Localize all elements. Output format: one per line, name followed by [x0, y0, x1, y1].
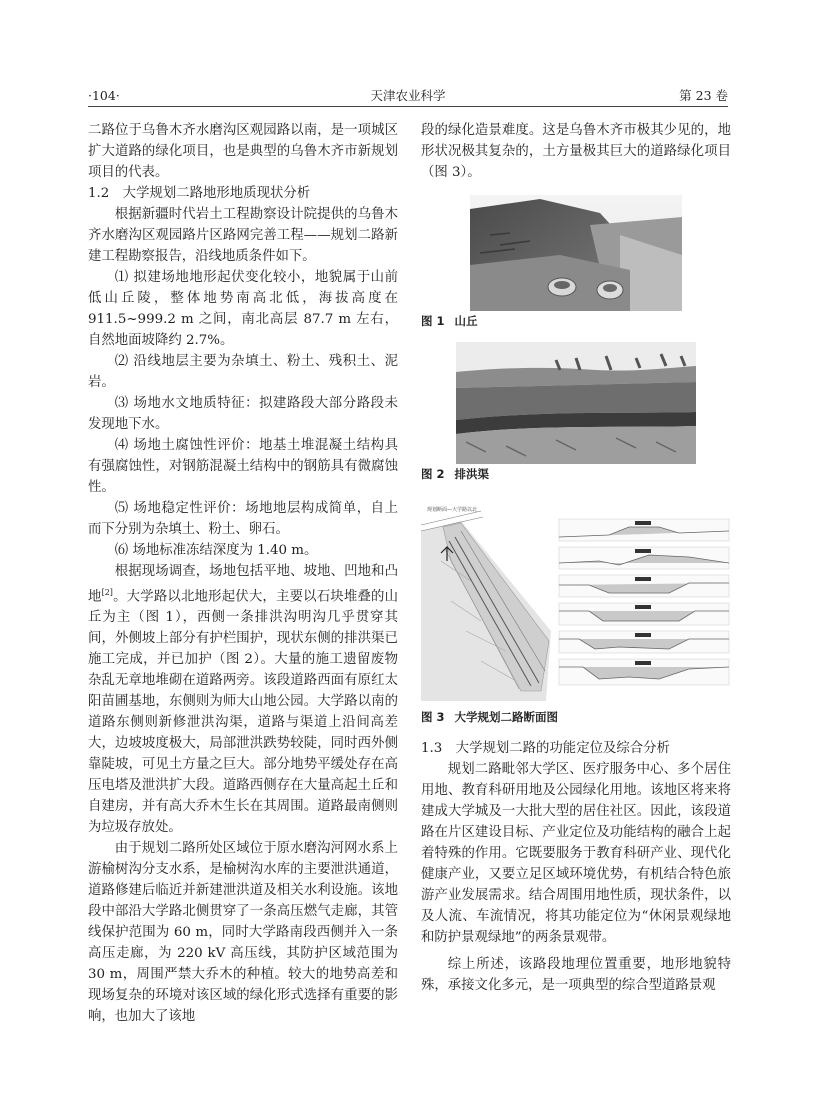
paragraph: 根据新疆时代岩土工程勘察设计院提供的乌鲁木齐水磨沟区观园路片区路网完善工程——规划二路新建工程勘察报告，沿线地质条件如下。	[88, 207, 398, 264]
section-heading-1-2: 1.2 大学规划二路地形地质现状分析	[88, 186, 311, 201]
paragraph	[88, 561, 398, 838]
figure-2-drainage-photo	[456, 342, 696, 464]
figure-3-section-diagram	[421, 501, 731, 701]
page-number: ·104·	[88, 88, 120, 103]
figure-title: 大学规划二路断面图	[454, 710, 559, 724]
right-column	[421, 120, 731, 996]
list-item: ⑷ 场地土腐蚀性评价：地基土堆混凝土结构具有强腐蚀性，对钢筋混凝土结构中的钢筋具有微腐蚀性。	[88, 438, 398, 495]
paragraph: 由于规划二路所处区域位于原水磨沟河网水系上游榆树沟分支水系，是榆树沟水库的主要泄洪通道，道路修建后临近并新建泄洪道及相关水利设施。该地段中部沿大学路北侧贯穿了一条高压燃气走廊，其管线保护范围为 60 m，同时大学路南段西侧并入一条高压走廊，为 220 kV 高压线，其防护区域范围为 30 m，周围严禁大乔木的种植。较大的地势高差和现场复杂的环境对该区域的绿化形式选择有重要的影响，也加大了该地	[88, 841, 398, 1025]
figure-number: 图 2	[421, 467, 445, 481]
text-run: 。大学路以北地形起伏大，主要以石块堆叠的山丘为主（图 1），西侧一条排洪沟明沟几乎贯穿其间，外侧坡上部分有护栏围护，现状东侧的排洪渠已施工完成，并已加护（图 2）。大量的施工遗留废物杂乱无章地堆砌在道路两旁。该段道路西面有原红太阳苗圃基地，东侧则为师大山地公园。大学路以南的道路东侧则新修泄洪沟渠，道路与渠道上沿间高差大，边坡坡度极大，局部泄洪跌势较陡，同时西外侧靠陡坡，可见土方量之巨大。部分地势平缓处存在高压电塔及泄洪扩大段。道路西侧存在大量高起土丘和自建房，并有高大乔木生长在其周围。道路最南侧则为垃圾存放处。	[88, 589, 399, 836]
list-item: ⑶ 场地水文地质特征：拟建路段大部分路段未发现地下水。	[88, 396, 398, 432]
text-run: 根据现场调查，场地包括平地、坡地、凹地和凸地	[88, 564, 398, 605]
list-item: ⑹ 场地标准冻结深度为 1.40 m。	[114, 543, 318, 558]
volume-number: 第 23 卷	[679, 88, 728, 103]
figure-2-caption	[421, 464, 731, 485]
list-item: ⑴ 拟建场地地形起伏变化较小，地貌属于山前低山丘陵，整体地势南高北低，海拔高度在 911.5~999.2 m 之间，南北高层 87.7 m 左右，自然地面坡降约 2.7%。	[88, 270, 398, 348]
paragraph: 二路位于乌鲁木齐水磨沟区观园路以南，是一项城区扩大道路的绿化项目，也是典型的乌鲁木齐市新规划项目的代表。	[88, 123, 398, 180]
figure-1-caption	[421, 311, 731, 332]
figure-title: 山丘	[454, 314, 478, 328]
figure-title: 排洪渠	[454, 467, 490, 481]
running-header	[88, 80, 728, 107]
citation-ref: [2]	[101, 588, 113, 597]
figure-3-map-label: 规划断面—大学路以北	[427, 507, 478, 513]
left-column	[88, 120, 398, 1027]
figure-1-hill-photo	[470, 195, 682, 311]
figure-3-caption	[421, 707, 731, 728]
journal-title: 天津农业科学	[370, 88, 446, 103]
paragraph: 规划二路毗邻大学区、医疗服务中心、多个居住用地、教育科研用地及公园绿化用地。该地区将来将建成大学城及一大批大型的居住社区。因此，该段道路在片区建设目标、产业定位及功能结构的融合上起着特殊的作用。它既要服务于教育科研产业、现代化健康产业，又要立足区域环境优势，有机结合特色旅游产业发展需求。结合周围用地性质，现状条件，以及人流、车流情况，将其功能定位为“休闲景观绿地和防护景观绿地”的两条景观带。	[421, 762, 731, 945]
paragraph: 段的绿化造景难度。这是乌鲁木齐市极其少见的，地形状况极其复杂的，土方量极其巨大的道路绿化项目（图 3）。	[421, 123, 731, 180]
section-heading-1-3: 1.3 大学规划二路的功能定位及综合分析	[421, 741, 670, 756]
list-item: ⑸ 场地稳定性评价：场地地层构成简单，自上而下分别为杂填土、粉土、卵石。	[88, 501, 398, 537]
figure-number: 图 1	[421, 314, 445, 328]
paragraph: 综上所述，该路段地理位置重要，地形地貌特殊，承接文化多元，是一项典型的综合型道路景观	[421, 957, 731, 993]
figure-number: 图 3	[421, 710, 445, 724]
list-item: ⑵ 沿线地层主要为杂填土、粉土、残积土、泥岩。	[88, 354, 398, 390]
